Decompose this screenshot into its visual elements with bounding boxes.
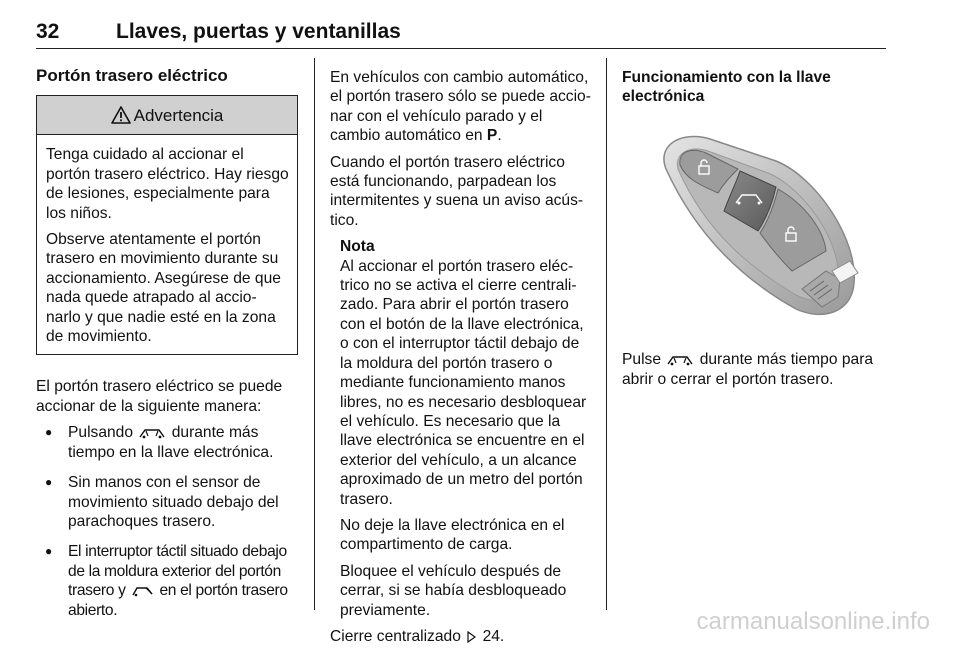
warning-triangle-icon — [111, 106, 131, 124]
note-paragraph: Bloquee el vehículo después de cerrar, si se había desbloqueado previamente. — [340, 562, 567, 619]
note-paragraph: No deje la llave electrónica en el compartimento de carga. — [340, 516, 565, 554]
list-item-text: El interruptor táctil situado debajo de la moldura exterior del portón trasero y — [68, 543, 287, 600]
section-title: Portón trasero eléctrico — [36, 66, 228, 85]
note-block — [330, 237, 594, 620]
reference-text: Cierre centralizado — [330, 627, 461, 645]
list-item-text: Pulsando — [68, 424, 134, 442]
paragraph: En vehículos con cambio automático, el portón trasero sólo se puede accio-nar con el vehículo parado y el cambio automático en P. — [330, 69, 591, 145]
note-title: Nota — [340, 238, 375, 256]
column-right — [622, 68, 886, 396]
list-item-text: en el portón trasero abierto. — [68, 582, 288, 619]
warning-title: Advertencia — [133, 105, 224, 125]
warning-paragraph: Tenga cuidado al accionar el portón trasero eléctrico. Hay riesgo de lesiones, especialmente para los niños. — [46, 146, 289, 222]
tailgate-icon — [132, 585, 154, 597]
tailgate-icon — [139, 427, 165, 439]
page-header — [36, 0, 886, 49]
warning-header — [37, 96, 297, 135]
chapter-title: Llaves, puertas y ventanillas — [116, 20, 401, 43]
paragraph — [622, 350, 886, 389]
gear-position: P — [486, 127, 498, 145]
cross-reference[interactable] — [330, 627, 594, 646]
warning-body — [37, 135, 297, 354]
list-item — [36, 423, 300, 462]
page-number: 32 — [36, 20, 60, 43]
electronic-key-icon — [626, 121, 862, 321]
column-divider — [314, 58, 315, 610]
warning-paragraph: Observe atentamente el portón trasero en movimiento durante su accionamiento. Asegúrese de que nada quede atrapado al accio-narlo y que nadie esté en la zona de movimiento. — [46, 231, 281, 346]
list-item — [36, 542, 300, 620]
warning-box — [36, 95, 298, 355]
paragraph-text: Pulse — [622, 351, 662, 369]
note-paragraph: Al accionar el portón trasero eléc-trico no se activa el cierre centrali-zado. Para abrir el portón trasero con el botón de la llave electrónica, o con el interruptor táctil debajo de la moldura del portón trasero o mediante funcionamiento manos libres, no es necesario desbloquear el vehículo. Es necesario que la llave electrónica se encuentre en el exterior del vehículo, a un alcance aproximado de un metro del portón trasero. — [340, 257, 587, 508]
method-list — [36, 423, 300, 620]
subsection-title: Funcionamiento con la llave electrónica — [622, 69, 831, 106]
column-left — [36, 56, 300, 631]
list-item-text: Sin manos con el sensor de movimiento situado debajo del parachoques trasero. — [68, 474, 279, 530]
reference-page: 24. — [482, 627, 505, 645]
tailgate-icon — [667, 354, 693, 366]
list-item — [36, 473, 300, 531]
paragraph-text: durante más tiempo para abrir o cerrar el portón trasero. — [622, 351, 874, 388]
watermark: carmanualsonline.info — [696, 608, 930, 635]
column-middle — [330, 68, 594, 653]
column-divider — [606, 58, 607, 610]
intro-paragraph: El portón trasero eléctrico se puede accionar de la siguiente manera: — [36, 378, 283, 415]
list-item-text: durante más tiempo en la llave electrónica. — [68, 424, 274, 461]
paragraph: Cuando el portón trasero eléctrico está funcionando, parpadean los intermitentes y suena un aviso acús-tico. — [330, 153, 584, 229]
reference-arrow-icon — [467, 631, 476, 643]
